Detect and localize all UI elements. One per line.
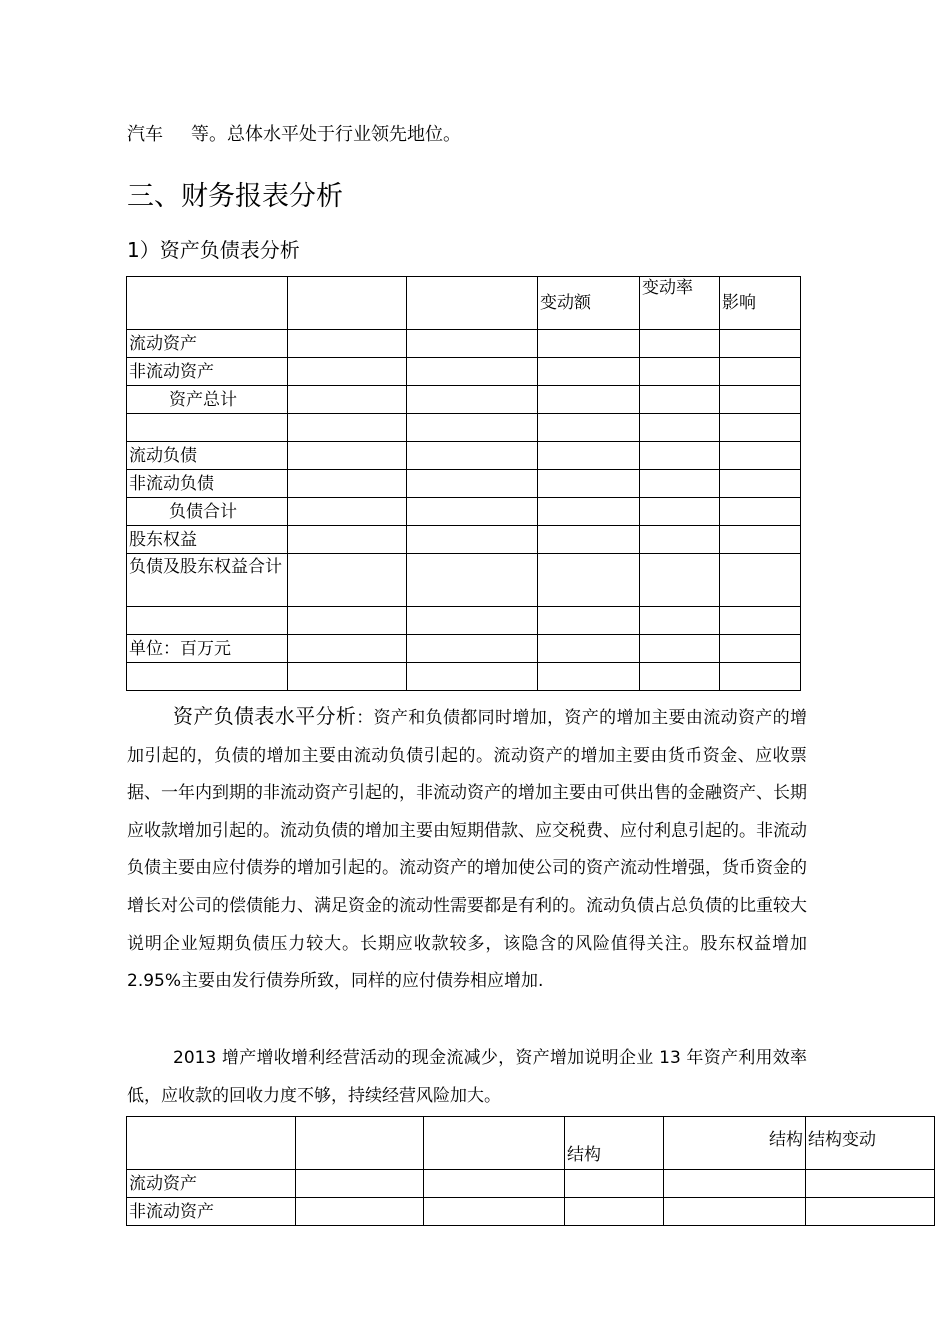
table-row [127,663,801,691]
table-row [127,358,801,386]
subsection-title: 1）资产负债表分析 [127,238,300,262]
header-cell: 影响 [720,277,801,330]
row-label [127,414,288,442]
table-row [127,635,801,663]
header-cell [288,277,407,330]
balance-sheet-table [126,276,801,691]
row-label: 股东权益 [127,526,288,554]
row-label: 资产总计 [127,386,288,414]
row-label: 单位：百万元 [127,635,288,663]
header-cell: 结构 [664,1117,806,1170]
analysis-paragraph [127,698,807,1001]
row-label: 负债及股东权益合计 [127,554,288,607]
table-row [127,442,801,470]
header-cell [127,277,288,330]
analysis-lead: 资产负债表水平分析 [173,704,357,728]
table-row [127,1170,935,1198]
header-cell [127,1117,296,1170]
header-cell [407,277,538,330]
row-label: 非流动负债 [127,470,288,498]
table-row [127,414,801,442]
intro-word-a: 汽车 [127,124,163,145]
analysis-colon: ： [356,708,374,728]
intro-rest: 。总体水平处于行业领先地位。 [209,124,461,145]
table-row [127,470,801,498]
table-row [127,1198,935,1226]
table-row [127,554,801,607]
table-header-row [127,1117,935,1170]
row-label: 流动资产 [127,1170,296,1198]
header-cell: 变动额 [538,277,640,330]
row-label: 流动负债 [127,442,288,470]
table-row [127,330,801,358]
row-label: 流动资产 [127,330,288,358]
table-row [127,386,801,414]
header-cell [424,1117,565,1170]
table-row [127,498,801,526]
section-title: 三、财务报表分析 [127,181,343,212]
row-label: 负债合计 [127,498,288,526]
structure-table [126,1116,935,1226]
row-label: 非流动资产 [127,358,288,386]
table-row [127,526,801,554]
table-header-row [127,277,801,330]
header-cell: 变动率 [640,277,720,330]
analysis-paragraph-2: 2013 增产增收增利经营活动的现金流减少，资产增加说明企业 13 年资产利用效率低，应收款的回收力度不够，持续经营风险加大。 [127,1048,807,1106]
table-row [127,607,801,635]
intro-word-b: 等 [191,124,209,145]
row-label [127,607,288,635]
row-label: 非流动资产 [127,1198,296,1226]
header-cell: 结构变动 [806,1117,935,1170]
analysis-body: 资产和负债都同时增加，资产的增加主要由流动资产的增加引起的，负债的增加主要由流动负债引起的。流动资产的增加主要由货币资金、应收票据、一年内到期的非流动资产引起的，非流动资产的增加主要由可供出售的金融资产、长期应收款增加引起的。流动负债的增加主要由短期借款、应交税费、应付利息引起的。非流动负债主要由应付债券的增加引起的。流动资产的增加使公司的资产流动性增强，货币资金的增长对公司的偿债能力、满足资金的流动性需要都是有利的。流动负债占总负债的比重较大说明企业短期负债压力较大。长期应收款较多，该隐含的风险值得关注。股东权益增加 2.95%主要由发行债券所致，同样的应付债券相应增加. [127,708,808,992]
row-label [127,663,288,691]
header-cell [296,1117,424,1170]
header-cell: 结构 [565,1117,664,1170]
intro-line [127,120,461,146]
